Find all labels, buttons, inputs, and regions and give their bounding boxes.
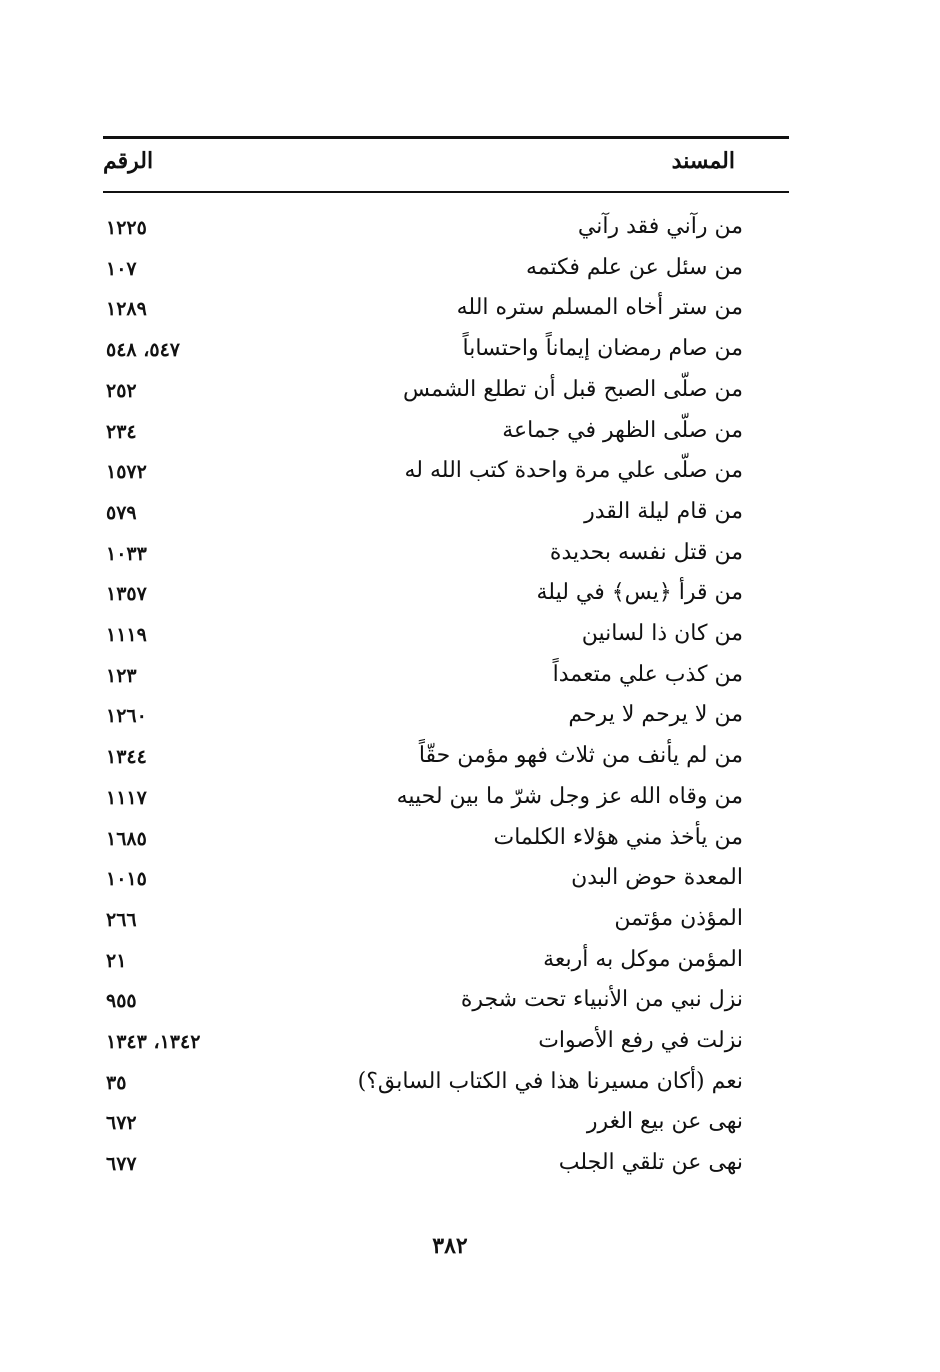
row-number: ١٢٣ <box>106 664 137 687</box>
row-number: ١١١٧ <box>106 786 147 809</box>
row-number: ١٣٥٧ <box>106 583 147 606</box>
row-number: ٦٧٢ <box>106 1112 137 1135</box>
row-text: من رآني فقد رآني <box>577 214 743 239</box>
row-number: ١٠١٥ <box>106 868 147 891</box>
row-number: ٢٦٦ <box>106 908 137 931</box>
row-text: نزل نبي من الأنبياء تحت شجرة <box>460 987 743 1013</box>
row-text: من لا يرحم لا يرحم <box>568 702 743 728</box>
row-text: المؤمن موكل به أربعة <box>543 946 743 972</box>
index-row <box>103 1062 743 1102</box>
index-row <box>103 980 743 1020</box>
row-text: من قرأ ﴿يس﴾ في ليلة <box>536 580 743 606</box>
index-row <box>103 818 743 858</box>
row-number: ١٠٣٣ <box>106 542 147 565</box>
index-row <box>103 777 743 817</box>
row-text: نهى عن بيع الغرر <box>586 1109 743 1135</box>
index-row <box>103 288 743 328</box>
page-number: ٣٨٢ <box>432 1233 468 1259</box>
header-bottom-rule <box>103 191 789 193</box>
index-row <box>103 329 743 369</box>
index-row <box>103 1021 743 1061</box>
row-number: ١٢٨٩ <box>106 298 147 321</box>
row-number: ٦٧٧ <box>106 1153 137 1176</box>
row-text: من صام رمضان إيماناً واحتساباً <box>462 336 743 362</box>
row-number: ٩٥٥ <box>106 990 137 1013</box>
row-number: ١٦٨٥ <box>106 827 147 850</box>
index-row <box>103 899 743 939</box>
row-text: من سئل عن علم فكتمه <box>526 254 743 280</box>
row-text: من لم يأنف من ثلاث فهو مؤمن حقّاً <box>418 743 743 769</box>
index-row <box>103 492 743 532</box>
index-row <box>103 573 743 613</box>
row-text: المؤذن مؤتمن <box>614 905 743 931</box>
row-number: ١١١٩ <box>106 624 147 646</box>
row-number: ٢١ <box>106 949 127 972</box>
row-text: من قتل نفسه بحديدة <box>549 539 743 565</box>
index-row <box>103 533 743 573</box>
index-row <box>103 248 743 288</box>
header-number-column: الرقم <box>103 148 154 174</box>
row-text: من كان ذا لسانين <box>581 621 743 646</box>
index-row <box>103 370 743 410</box>
row-text: نعم (أكان مسيرنا هذا في الكتاب السابق؟) <box>357 1068 743 1094</box>
header-text-column: المسند <box>671 148 735 174</box>
row-text: نزلت في رفع الأصوات <box>538 1028 743 1053</box>
row-number: ١٣٤٤ <box>106 746 147 769</box>
row-text: من ستر أخاه المسلم ستره الله <box>456 295 743 321</box>
row-number: ٥٧٩ <box>106 501 137 524</box>
row-number: ١٥٧٢ <box>106 461 147 484</box>
index-row <box>103 736 743 776</box>
row-text: من كذب علي متعمداً <box>552 661 743 687</box>
row-text: من صلّى علي مرة واحدة كتب الله له <box>404 458 743 484</box>
index-row <box>103 207 743 247</box>
index-row <box>103 695 743 735</box>
row-text: المعدة حوض البدن <box>571 865 743 891</box>
row-number: ٥٤٧، ٥٤٨ <box>106 339 180 362</box>
index-row <box>103 451 743 491</box>
row-text: من يأخذ مني هؤلاء الكلمات <box>493 824 743 850</box>
row-text: نهى عن تلقي الجلب <box>558 1150 743 1176</box>
index-row <box>103 940 743 980</box>
row-number: ٣٥ <box>106 1071 127 1094</box>
index-row <box>103 411 743 451</box>
row-number: ١٢٢٥ <box>106 217 147 239</box>
index-row <box>103 655 743 695</box>
row-text: من قام ليلة القدر <box>584 498 743 524</box>
row-number: ١٠٧ <box>106 257 137 280</box>
index-row <box>103 1143 743 1183</box>
row-number: ٢٣٤ <box>106 420 137 443</box>
row-text: من صلّى الصبح قبل أن تطلع الشمس <box>403 376 743 402</box>
header-top-rule <box>103 136 789 139</box>
index-row <box>103 1102 743 1142</box>
index-row <box>103 614 743 654</box>
row-text: من وقاه الله عز وجل شرّ ما بين لحييه <box>396 783 743 809</box>
row-number: ٢٥٢ <box>106 379 137 402</box>
row-text: من صلّى الظهر في جماعة <box>502 417 743 443</box>
row-number: ١٣٤٢، ١٣٤٣ <box>106 1031 201 1053</box>
index-row <box>103 858 743 898</box>
row-number: ١٢٦٠ <box>106 705 147 728</box>
